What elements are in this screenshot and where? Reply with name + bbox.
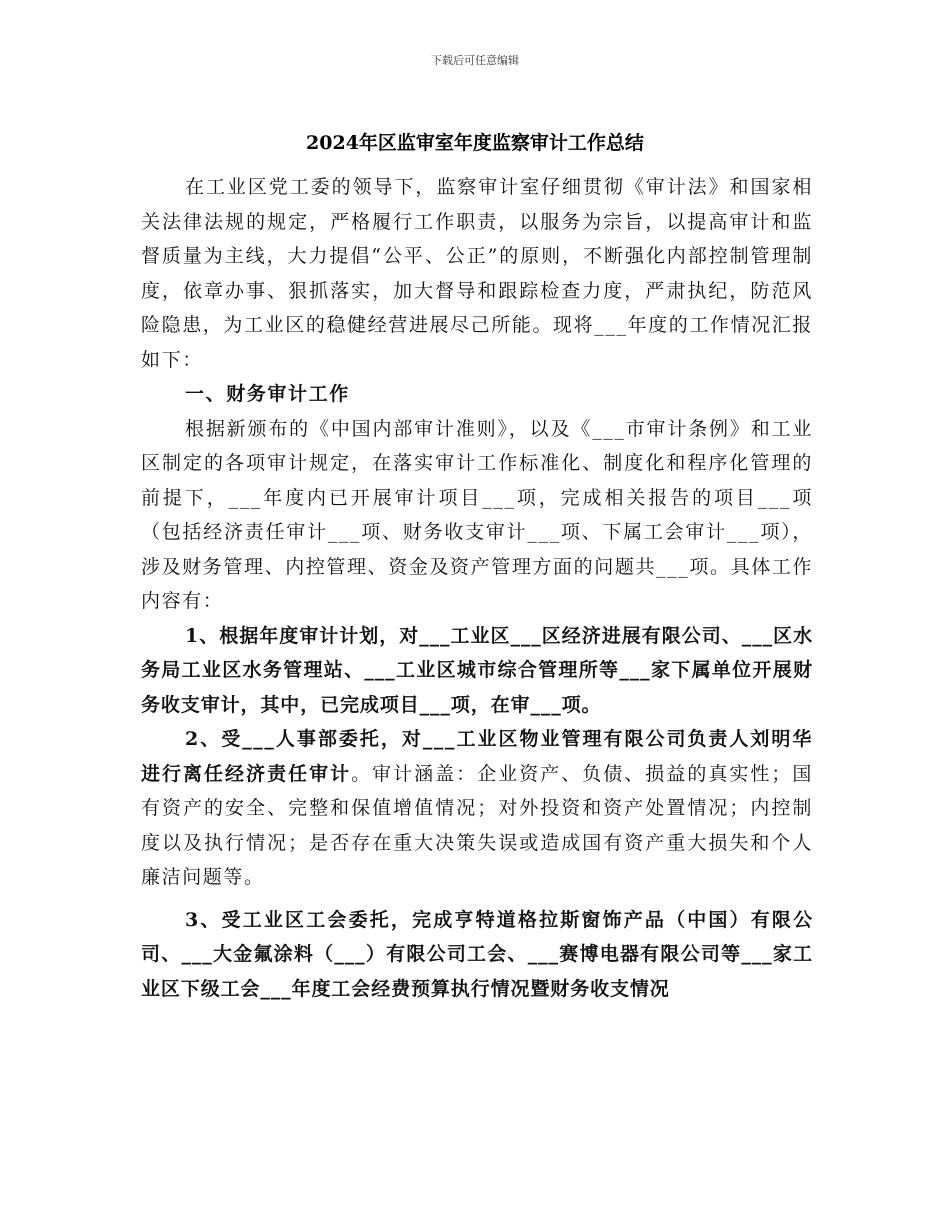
document-title: 2024年区监审室年度监察审计工作总结 (306, 132, 644, 154)
item-2-text: 。审计涵盖：企业资产、负债、损益的真实性；国有资产的安全、完整和保值增值情况；对外投资和资产处置情况；内控制度以及执行情况；是否存在重大决策失误或造成国有资产重大损失和个人廉洁问题等。 (141, 762, 813, 888)
header-note: 下载后可任意编辑 (431, 54, 519, 67)
item-2-paragraph (141, 722, 813, 895)
item-1-paragraph: 1、根据年度审计计划，对___工业区___区经济进展有限公司、___区水务局工业区水务管理站、___工业区城市综合管理所等___家下属单位开展财务收支审计，其中，已完成项目___项，在审___项。 (141, 624, 813, 716)
item-3-paragraph: 3、受工业区工会委托，完成亨特道格拉斯窗饰产品（中国）有限公司、___大金氟涂料（___）有限公司工会、___赛博电器有限公司等___家工业区下级工会___年度工会经费预算执行情况暨财务收支情况 (141, 908, 813, 1000)
item-2-bold-text: 2、受___人事部委托，对___工业区物业管理有限公司负责人刘明华进行离任经济责任审计 (141, 728, 813, 785)
intro-paragraph: 在工业区党工委的领导下，监察审计室仔细贯彻《审计法》和国家相关法律法规的规定，严格履行工作职责，以服务为宗旨，以提高审计和监督质量为主线，大力提倡“公平、公正”的原则，不断强化内部控制管理制度，依章办事、狠抓落实，加大督导和跟踪检查力度，严肃执纪，防范风险隐患，为工业区的稳健经营进展尽己所能。现将___年度的工作情况汇报如下： (141, 176, 813, 371)
section-heading-financial-audit: 一、财务审计工作 (185, 383, 350, 405)
section1-intro-paragraph: 根据新颁布的《中国内部审计准则》，以及《___市审计条例》和工业区制定的各项审计规定，在落实审计工作标准化、制度化和程序化管理的前提下，___年度内已开展审计项目___项，完成相关报告的项目___项（包括经济责任审计___项、财务收支审计___项、下属工会审计___项），涉及财务管理、内控管理、资金及资产管理方面的问题共___项。具体工作内容有： (141, 417, 813, 612)
document-body (141, 170, 813, 1006)
